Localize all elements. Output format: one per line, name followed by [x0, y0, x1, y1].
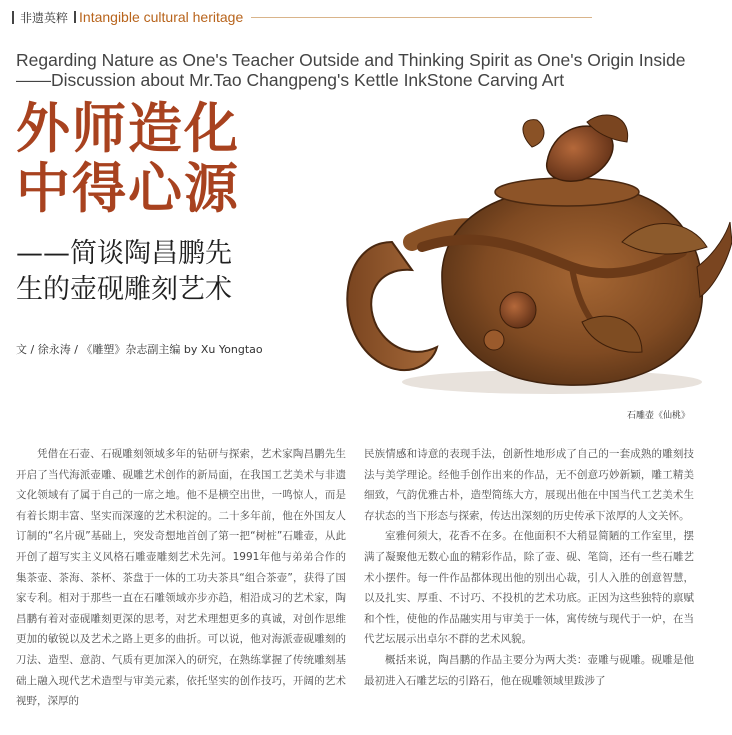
- photo-caption: 石雕壶《仙桃》: [627, 411, 691, 421]
- section-label-cn: 非遗英粹: [20, 10, 69, 25]
- section-header: [12, 8, 592, 26]
- article-heading: [16, 236, 316, 308]
- teapot-image: [322, 92, 732, 402]
- header-divider: [74, 11, 76, 23]
- body-column-left: [16, 444, 346, 712]
- main-title-line: 中得心源: [16, 156, 240, 220]
- header-rule: [251, 17, 592, 18]
- article-heading-line: ——简谈陶昌鹏先: [16, 238, 232, 269]
- body-paragraph: 凭借在石壶、石砚雕刻领域多年的钻研与探索，艺术家陶昌鹏先生开启了当代海派壶雕、砚雕艺术创作的新局面，在我国工艺美术与非遗文化领域有了属于自己的一席之地。他不是横空出世，一鸣惊人，而是有着长期丰富、坚实而深邃的艺术积淀的。二十多年前，他在外国友人订制的“名片砚”基础上，突发奇想地首创了第一把“树桩”石雕壶，从此开创了超写实主义风格石雕壶雕刻艺术先河。1991年他与弟弟合作的集茶壶、茶海、茶杯、茶盘于一体的工功夫茶具“组合茶壶”，获得了国家专利。相对于那些一直在石雕领域亦步亦趋，相沿成习的艺术家，陶昌鹏有着对壶砚雕刻更深的思考，对艺术理想更多的真诚，对创作思维更加的敏锐以及艺术之路上更多的曲折。可以说，他对海派壶砚雕刻的刀法、造型、意韵、气质有更加深入的研究，在熟练掌握了传统雕刻基础上融入现代艺术造型与审美元素，依托坚实的创作技巧，开阔的艺术视野，深厚的: [16, 448, 346, 708]
- english-subtitle: Regarding Nature as One's Teacher Outside and Thinking Spirit as One's Origin Inside——Discussion about Mr.Tao Changpeng's Kettle InkStone Carving Art: [16, 50, 686, 90]
- teapot-photo: [322, 92, 732, 402]
- section-label-en: Intangible cultural heritage: [79, 9, 244, 25]
- body-paragraph: 概括来说，陶昌鹏的作品主要分为两大类：壶雕与砚雕。砚雕是他最初进入石雕艺坛的引路石，他在砚雕领域里跋涉了: [364, 653, 694, 687]
- main-title-line: 外师造化: [16, 96, 240, 160]
- header-divider: [12, 11, 14, 24]
- article-heading-line: 生的壶砚雕刻艺术: [16, 274, 232, 305]
- body-paragraph: 室雅何须大，花香不在多。在他面积不大稍显简陋的工作室里，摆满了凝聚他无数心血的精彩作品，除了壶、砚、笔筒，还有一些石雕艺术小摆件。每一件作品都体现出他的别出心裁，引人入胜的创意智慧，以及扎实、厚重、不讨巧、不投机的艺术功底。正因为这些独特的禀赋和个性，使他的作品融实用与审美于一体，寓传统与现代于一炉，在当代艺坛展示出卓尔不群的艺术风貌。: [364, 530, 694, 646]
- body-paragraph: 民族情感和诗意的表现手法，创新性地形成了自己的一套成熟的雕刻技法与美学理论。经他手创作出来的作品，无不创意巧妙新颖，雕工精美细致，气韵优雅古朴，造型简练大方，展现出他在中国当代工艺美术生存状态的当下形态与探索，传达出深刻的历史传承下浓厚的人文关怀。: [364, 448, 694, 522]
- main-title: [16, 98, 316, 218]
- body-column-right: [364, 444, 694, 691]
- author-byline: 文 / 徐永涛 / 《雕塑》杂志副主编 by Xu Yongtao: [16, 343, 263, 356]
